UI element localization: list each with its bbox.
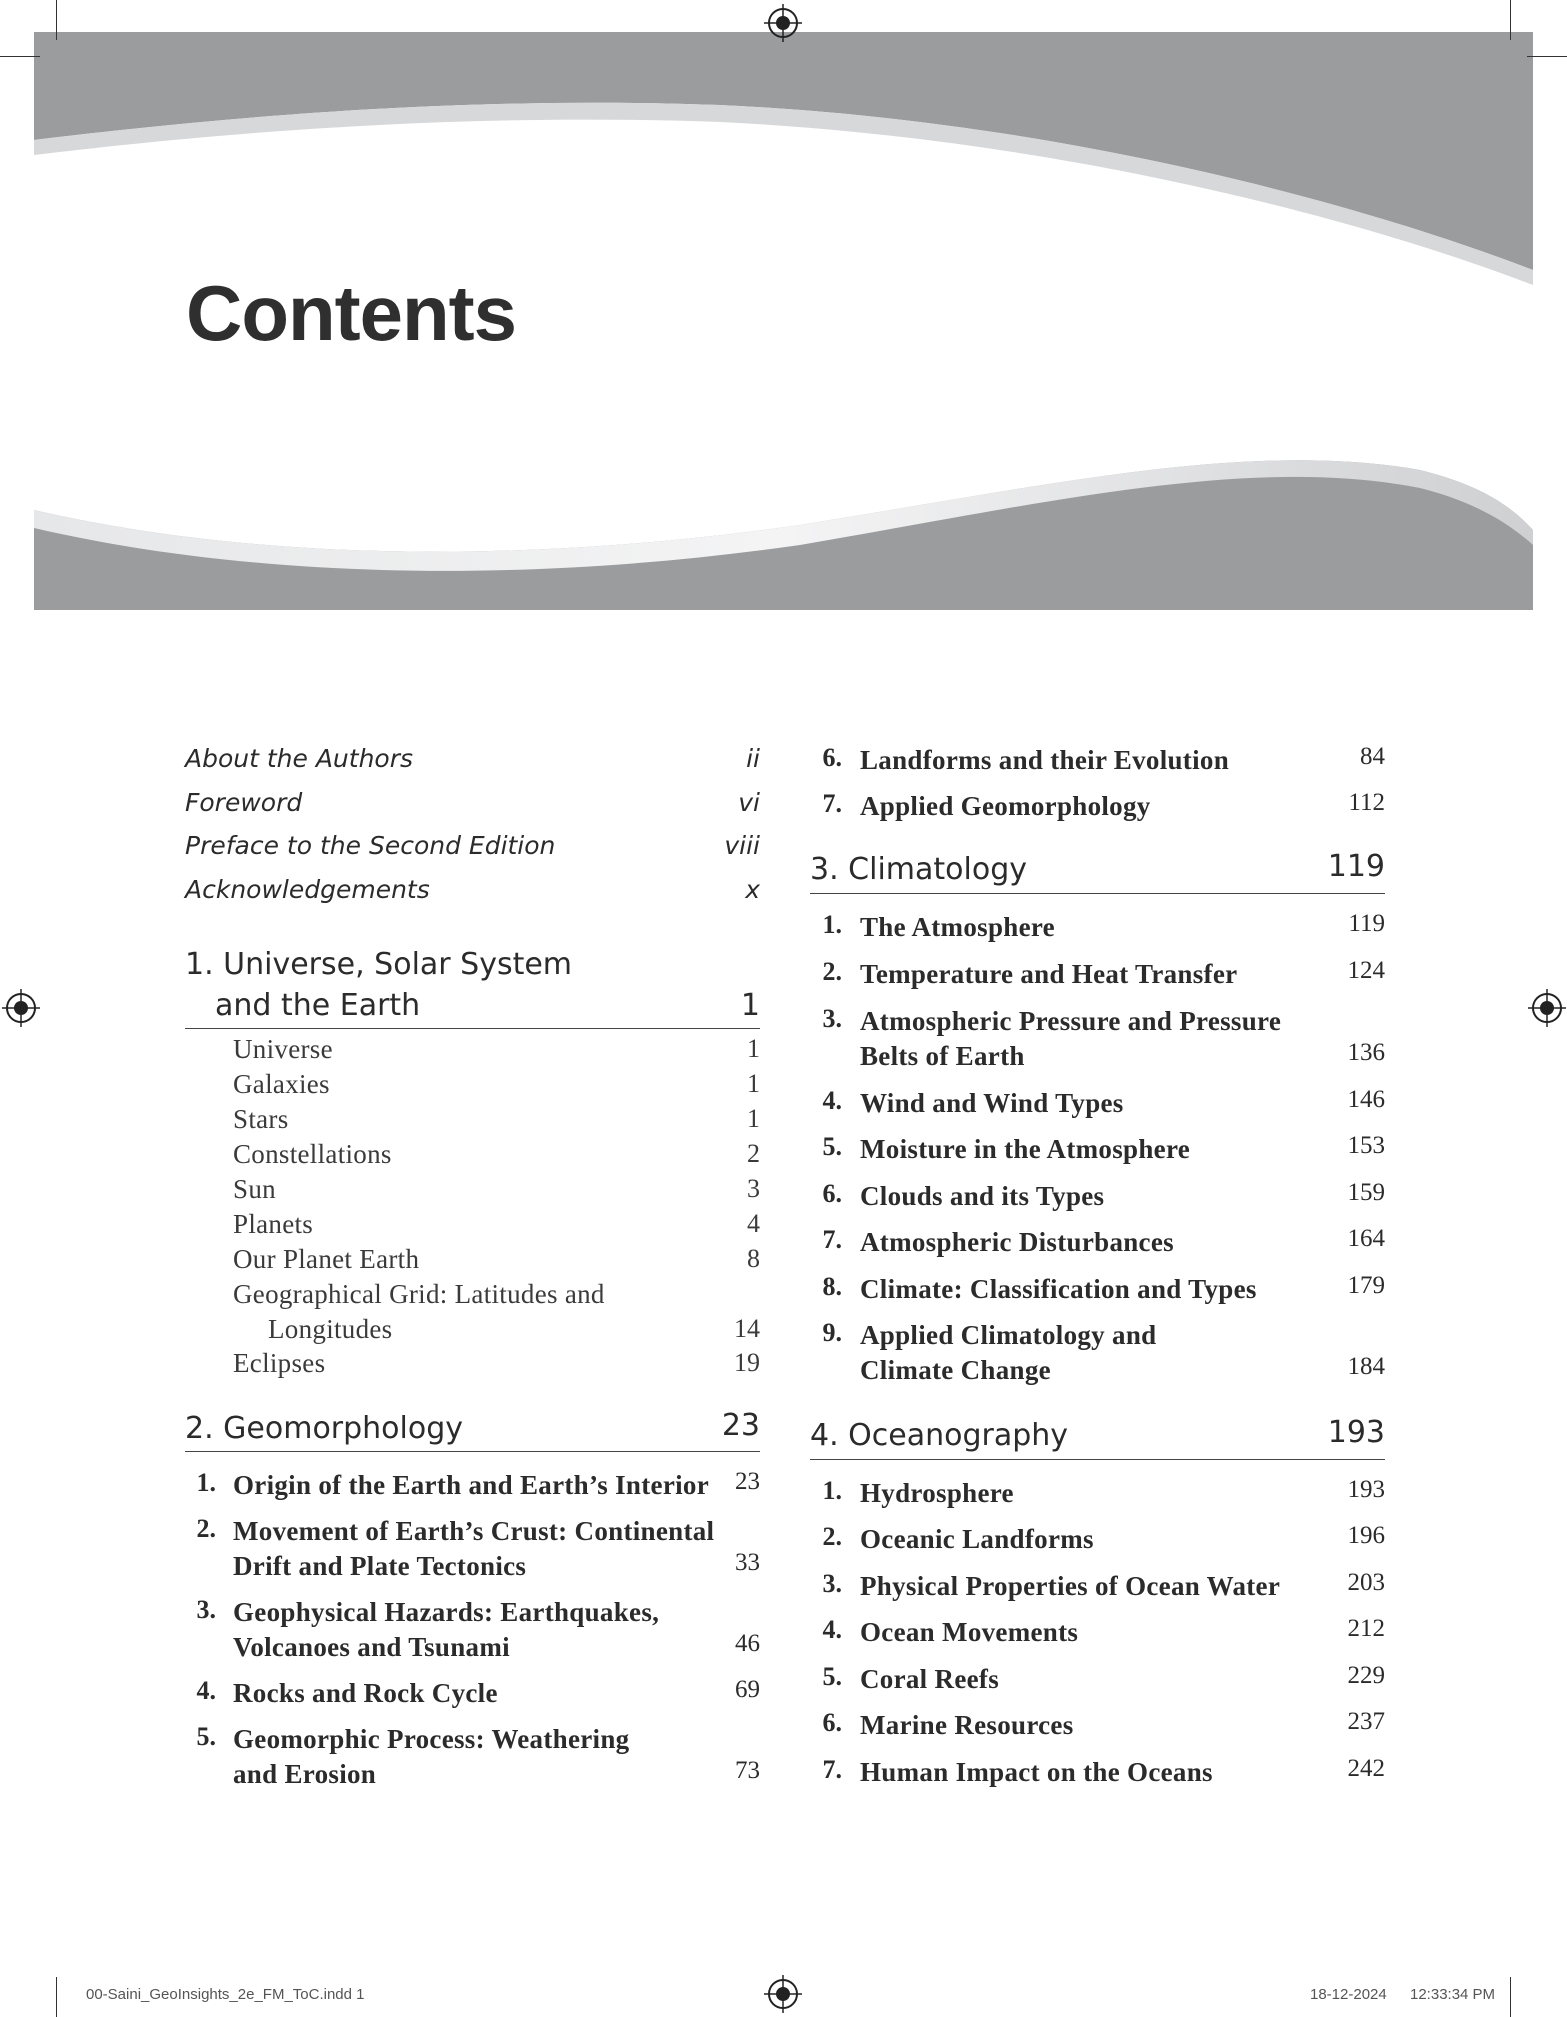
chapter-number: 7. [822, 1225, 842, 1254]
chapter-number: 5. [822, 1662, 842, 1691]
footer-filename: 00-Saini_GeoInsights_2e_FM_ToC.indd 1 [86, 1986, 365, 2003]
chapter-number: 2. [822, 957, 842, 986]
topic-item[interactable]: Planets [233, 1209, 314, 1239]
topic-item-continued: Longitudes [268, 1314, 393, 1344]
chapter-title[interactable]: Physical Properties of Ocean Water [860, 1571, 1281, 1601]
topic-page: 2 [747, 1139, 760, 1168]
chapter-title[interactable]: Landforms and their Evolution [860, 745, 1230, 775]
topic-item[interactable]: Stars [233, 1104, 289, 1134]
chapter-number: 3. [822, 1004, 842, 1033]
chapter-page: 119 [1348, 910, 1385, 937]
chapter-number: 8. [822, 1272, 842, 1301]
unit-heading[interactable]: 3. Climatology [810, 852, 1027, 887]
chapter-page: 46 [735, 1630, 760, 1657]
chapter-title[interactable]: Movement of Earth’s Crust: Continental [233, 1516, 715, 1546]
chapter-number: 3. [822, 1569, 842, 1598]
chapter-number: 1. [822, 1476, 842, 1505]
chapter-page: 73 [735, 1757, 760, 1784]
chapter-title[interactable]: Applied Geomorphology [860, 791, 1151, 821]
chapter-title[interactable]: Climate: Classification and Types [860, 1274, 1257, 1304]
topic-item[interactable]: Our Planet Earth [233, 1244, 420, 1274]
chapter-number: 5. [196, 1722, 216, 1751]
chapter-page: 203 [1347, 1569, 1385, 1596]
chapter-page: 124 [1347, 957, 1385, 984]
unit-divider [810, 1459, 1385, 1460]
registration-mark-icon [764, 4, 802, 42]
topic-page: 3 [747, 1174, 760, 1203]
chapter-page: 112 [1348, 789, 1385, 816]
unit-page: 23 [721, 1408, 760, 1443]
topic-page: 14 [734, 1314, 760, 1343]
chapter-page: 153 [1347, 1132, 1385, 1159]
chapter-title[interactable]: Hydrosphere [860, 1478, 1014, 1508]
unit-page: 193 [1327, 1415, 1385, 1450]
topic-page: 1 [747, 1069, 760, 1098]
chapter-number: 1. [196, 1468, 216, 1497]
topic-page: 4 [747, 1209, 760, 1238]
topic-item[interactable]: Universe [233, 1034, 333, 1064]
front-matter-item[interactable]: Preface to the Second Edition [185, 831, 556, 860]
topic-item[interactable]: Eclipses [233, 1348, 326, 1378]
topic-page: 1 [747, 1034, 760, 1063]
chapter-page: 212 [1347, 1615, 1385, 1642]
chapter-title-continued: and Erosion [233, 1759, 377, 1789]
chapter-page: 164 [1347, 1225, 1385, 1252]
front-matter-page: x [745, 875, 760, 904]
chapter-number: 1. [822, 910, 842, 939]
topic-item[interactable]: Sun [233, 1174, 276, 1204]
chapter-number: 2. [196, 1514, 216, 1543]
topic-item[interactable]: Geographical Grid: Latitudes and [233, 1279, 605, 1309]
chapter-number: 5. [822, 1132, 842, 1161]
chapter-title[interactable]: Marine Resources [860, 1710, 1074, 1740]
chapter-title[interactable]: Origin of the Earth and Earth’s Interior [233, 1470, 709, 1500]
unit-page: 119 [1327, 849, 1385, 884]
chapter-page: 23 [735, 1468, 760, 1495]
chapter-number: 7. [822, 789, 842, 818]
chapter-title[interactable]: Geomorphic Process: Weathering [233, 1724, 630, 1754]
chapter-title[interactable]: The Atmosphere [860, 912, 1055, 942]
chapter-number: 3. [196, 1595, 216, 1624]
unit-heading[interactable]: 4. Oceanography [810, 1418, 1069, 1453]
front-matter-page: viii [724, 831, 760, 860]
unit-divider [185, 1028, 760, 1029]
chapter-title[interactable]: Atmospheric Pressure and Pressure [860, 1006, 1282, 1036]
chapter-page: 159 [1347, 1179, 1385, 1206]
topic-item[interactable]: Constellations [233, 1139, 392, 1169]
unit-page: 1 [740, 988, 760, 1023]
chapter-number: 4. [822, 1086, 842, 1115]
unit-heading[interactable]: 1. Universe, Solar System [185, 947, 573, 982]
chapter-title[interactable]: Oceanic Landforms [860, 1524, 1094, 1554]
chapter-page: 196 [1347, 1522, 1385, 1549]
chapter-page: 179 [1347, 1272, 1385, 1299]
unit-divider [810, 893, 1385, 894]
chapter-title[interactable]: Geophysical Hazards: Earthquakes, [233, 1597, 660, 1627]
chapter-number: 9. [822, 1318, 842, 1347]
chapter-page: 33 [735, 1549, 760, 1576]
page-title: Contents [186, 269, 516, 357]
topic-page: 19 [734, 1348, 760, 1377]
chapter-page: 146 [1347, 1086, 1385, 1113]
unit-heading-continued: and the Earth [215, 988, 421, 1023]
chapter-title-continued: Volcanoes and Tsunami [233, 1632, 510, 1662]
chapter-title[interactable]: Wind and Wind Types [860, 1088, 1124, 1118]
topic-page: 1 [747, 1104, 760, 1133]
footer-time: 12:33:34 PM [1410, 1986, 1496, 2003]
chapter-number: 4. [822, 1615, 842, 1644]
chapter-page: 229 [1347, 1662, 1385, 1689]
chapter-title[interactable]: Human Impact on the Oceans [860, 1757, 1213, 1787]
chapter-title[interactable]: Rocks and Rock Cycle [233, 1678, 498, 1708]
chapter-number: 6. [822, 1179, 842, 1208]
chapter-page: 84 [1360, 743, 1385, 770]
registration-mark-icon [764, 1975, 802, 2013]
chapter-page: 69 [735, 1676, 760, 1703]
crop-mark [0, 56, 40, 57]
crop-mark [1527, 56, 1567, 57]
chapter-number: 7. [822, 1755, 842, 1784]
chapter-title-continued: Belts of Earth [860, 1041, 1025, 1071]
chapter-title[interactable]: Coral Reefs [860, 1664, 999, 1694]
front-matter-page: ii [746, 744, 760, 773]
chapter-title-continued: Drift and Plate Tectonics [233, 1551, 527, 1581]
chapter-title[interactable]: Clouds and its Types [860, 1181, 1105, 1211]
chapter-number: 6. [822, 1708, 842, 1737]
unit-heading[interactable]: 2. Geomorphology [185, 1411, 464, 1446]
chapter-title[interactable]: Applied Climatology and [860, 1320, 1157, 1350]
registration-mark-icon [1528, 989, 1566, 1027]
footer-date: 18-12-2024 [1310, 1986, 1387, 2003]
unit-divider [185, 1451, 760, 1452]
crop-mark [1510, 1977, 1511, 2017]
chapter-title[interactable]: Atmospheric Disturbances [860, 1227, 1174, 1257]
front-matter-item[interactable]: Acknowledgements [185, 875, 430, 904]
chapter-page: 136 [1347, 1039, 1385, 1066]
chapter-page: 237 [1347, 1708, 1385, 1735]
chapter-number: 6. [822, 743, 842, 772]
chapter-title[interactable]: Ocean Movements [860, 1617, 1079, 1647]
chapter-page: 242 [1347, 1755, 1385, 1782]
chapter-title-continued: Climate Change [860, 1355, 1051, 1385]
crop-mark [1510, 0, 1511, 40]
crop-mark [56, 0, 57, 40]
topic-item[interactable]: Galaxies [233, 1069, 330, 1099]
chapter-title[interactable]: Moisture in the Atmosphere [860, 1134, 1191, 1164]
front-matter-item[interactable]: Foreword [185, 788, 303, 817]
chapter-page: 193 [1347, 1476, 1385, 1503]
front-matter-page: vi [738, 788, 760, 817]
front-matter-item[interactable]: About the Authors [185, 744, 414, 773]
crop-mark [56, 1977, 57, 2017]
chapter-number: 4. [196, 1676, 216, 1705]
chapter-page: 184 [1347, 1353, 1385, 1380]
registration-mark-icon [2, 989, 40, 1027]
chapter-title[interactable]: Temperature and Heat Transfer [860, 959, 1238, 989]
chapter-number: 2. [822, 1522, 842, 1551]
topic-page: 8 [747, 1244, 760, 1273]
